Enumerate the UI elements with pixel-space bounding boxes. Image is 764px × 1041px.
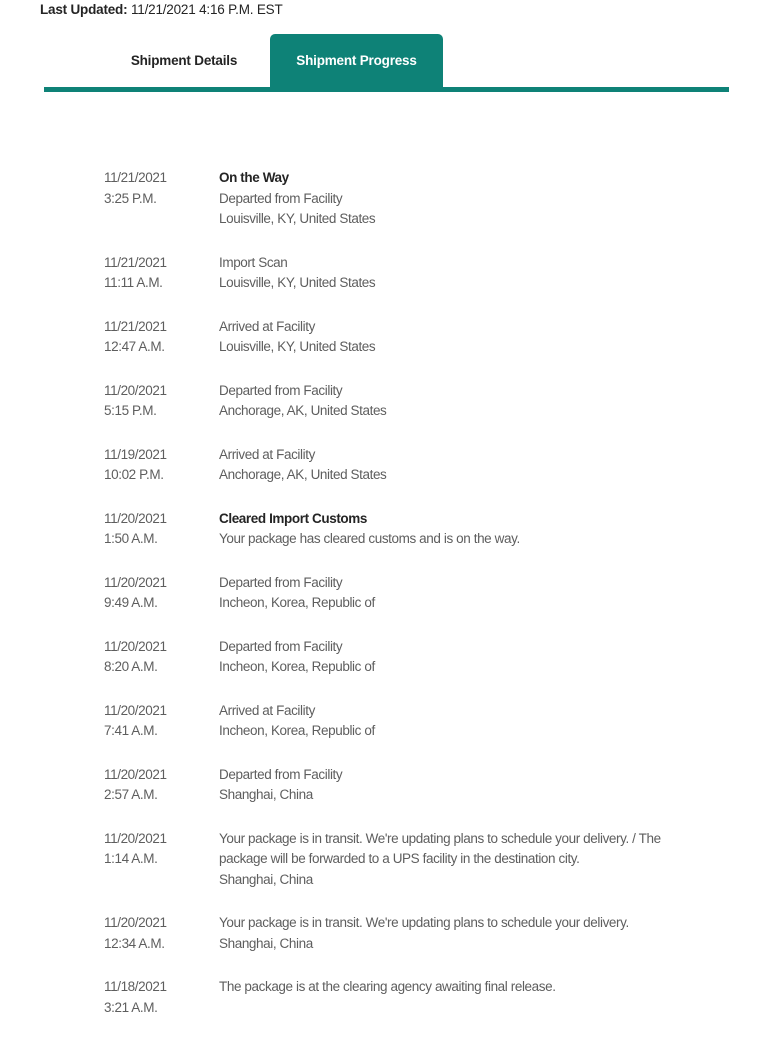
event-when	[104, 445, 219, 486]
event-date: 11/18/2021	[104, 979, 167, 994]
event-time: 3:25 P.M.	[104, 190, 157, 206]
timeline-event	[104, 573, 704, 614]
event-description	[219, 637, 679, 678]
event-time: 7:41 A.M.	[104, 723, 158, 738]
event-description-line: Your package has cleared customs and is on the way.	[219, 531, 520, 546]
timeline-event	[104, 977, 704, 1018]
event-time: 2:57 A.M.	[104, 787, 158, 802]
timeline-event	[104, 445, 704, 486]
event-description-line: Shanghai, China	[219, 935, 313, 951]
tab-shipment-details[interactable]: Shipment Details	[98, 34, 270, 87]
event-description-line: Import Scan	[219, 254, 288, 270]
event-description	[219, 765, 679, 806]
event-description-line: Departed from Facility	[219, 638, 343, 654]
event-when	[104, 977, 219, 1018]
event-description	[219, 253, 679, 294]
timeline-event	[104, 701, 704, 742]
event-date: 11/20/2021	[104, 510, 167, 526]
event-description-line: Shanghai, China	[219, 787, 313, 802]
event-date: 11/20/2021	[104, 766, 167, 782]
event-time: 5:15 P.M.	[104, 403, 157, 418]
event-description-line: Anchorage, AK, United States	[219, 467, 387, 482]
event-description-line: Departed from Facility	[219, 574, 343, 590]
event-description-line: Arrived at Facility	[219, 446, 315, 462]
event-description	[219, 913, 679, 954]
event-when	[104, 509, 219, 550]
event-description-line: Incheon, Korea, Republic of	[219, 659, 375, 674]
event-description	[219, 317, 679, 358]
event-date: 11/21/2021	[104, 318, 167, 334]
event-time: 9:49 A.M.	[104, 595, 158, 610]
last-updated-label: Last Updated:	[40, 2, 128, 17]
event-description-line: Your package is in transit. We're updating plans to schedule your delivery.	[219, 915, 629, 930]
event-description-line: Departed from Facility	[219, 766, 343, 782]
event-when	[104, 381, 219, 422]
event-title: Cleared Import Customs	[219, 510, 367, 526]
last-updated	[40, 1, 283, 19]
event-description-line: Anchorage, AK, United States	[219, 403, 387, 418]
event-time: 11:11 A.M.	[104, 275, 163, 290]
event-when	[104, 573, 219, 614]
event-time: 12:34 A.M.	[104, 935, 165, 951]
timeline-event	[104, 913, 704, 954]
event-description	[219, 701, 679, 742]
event-time: 8:20 A.M.	[104, 659, 158, 674]
timeline-event	[104, 765, 704, 806]
event-description	[219, 381, 679, 422]
event-description-line: Incheon, Korea, Republic of	[219, 595, 375, 610]
event-time: 12:47 A.M.	[104, 339, 165, 354]
event-date: 11/19/2021	[104, 446, 167, 462]
event-description-line: Louisville, KY, United States	[219, 339, 376, 354]
event-date: 11/20/2021	[104, 382, 167, 398]
event-description-line: Departed from Facility	[219, 190, 343, 206]
event-description-line: Louisville, KY, United States	[219, 275, 376, 290]
event-when	[104, 637, 219, 678]
event-time: 1:14 A.M.	[104, 851, 158, 866]
event-date: 11/20/2021	[104, 574, 167, 590]
event-description-line: The package is at the clearing agency awaiting final release.	[219, 979, 556, 994]
event-when	[104, 317, 219, 358]
timeline-event	[104, 168, 704, 230]
event-title: On the Way	[219, 170, 289, 185]
event-description	[219, 573, 679, 614]
event-when	[104, 765, 219, 806]
event-time: 10:02 P.M.	[104, 467, 164, 482]
event-when	[104, 829, 219, 891]
event-description	[219, 829, 679, 891]
tab-shipment-progress[interactable]: Shipment Progress	[270, 34, 443, 87]
timeline-event	[104, 253, 704, 294]
event-date: 11/20/2021	[104, 702, 167, 718]
event-date: 11/20/2021	[104, 915, 167, 930]
timeline-event	[104, 317, 704, 358]
event-description-line: Your package is in transit. We're updating plans to schedule your delivery. / The package will be forwarded to a UPS facility in the destination city.	[219, 830, 661, 866]
event-when	[104, 701, 219, 742]
event-when	[104, 168, 219, 230]
event-when	[104, 253, 219, 294]
event-description	[219, 445, 679, 486]
event-time: 3:21 A.M.	[104, 999, 158, 1015]
event-time: 1:50 A.M.	[104, 531, 158, 546]
event-when	[104, 913, 219, 954]
timeline-event	[104, 637, 704, 678]
active-tab-underline	[44, 87, 729, 92]
event-date: 11/21/2021	[104, 254, 167, 270]
last-updated-value: 11/21/2021 4:16 P.M. EST	[130, 2, 283, 17]
timeline-event	[104, 829, 704, 891]
event-description-line: Louisville, KY, United States	[219, 211, 376, 226]
event-date: 11/20/2021	[104, 638, 167, 654]
event-description-line: Shanghai, China	[219, 871, 313, 887]
event-date: 11/21/2021	[104, 170, 167, 185]
event-date: 11/20/2021	[104, 830, 167, 846]
timeline-event	[104, 381, 704, 422]
event-description	[219, 168, 679, 230]
event-description	[219, 977, 679, 1018]
timeline-event	[104, 509, 704, 550]
shipment-progress-list	[104, 168, 704, 1041]
event-description-line: Arrived at Facility	[219, 318, 315, 334]
event-description	[219, 509, 679, 550]
event-description-line: Departed from Facility	[219, 382, 343, 398]
event-description-line: Incheon, Korea, Republic of	[219, 723, 375, 738]
event-description-line: Arrived at Facility	[219, 702, 315, 718]
